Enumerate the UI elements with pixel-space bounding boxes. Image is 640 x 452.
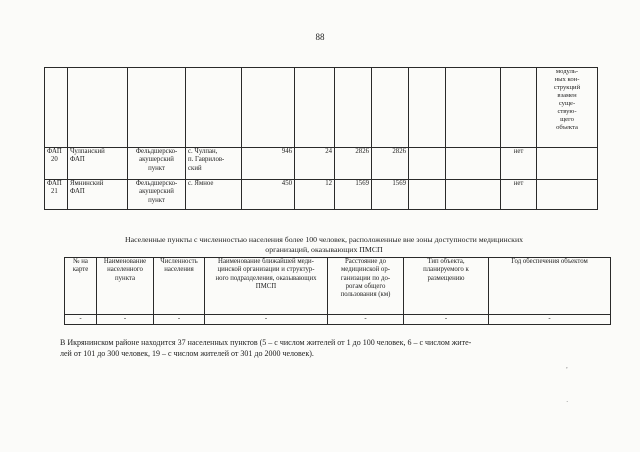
- facility-location: с. Ямное: [186, 180, 242, 210]
- facility-name: Чулпанский ФАП: [68, 148, 128, 180]
- column-header: Тип объекта, планируемого к размещению: [404, 258, 489, 315]
- column-header: Наименование ближайшей меди- цинской организации и структур- ного подразделения, оказывающих ПМСП: [205, 258, 328, 315]
- value-cell: 1569: [372, 180, 409, 210]
- facility-type: Фельдшерско- акушерский пункт: [128, 180, 186, 210]
- table-header-row: [65, 258, 611, 315]
- table-cell: -: [97, 315, 154, 325]
- population-cell: 946: [242, 148, 295, 180]
- value-cell: 2826: [335, 148, 372, 180]
- status-cell: нет: [501, 180, 537, 210]
- table-cell: -: [205, 315, 328, 325]
- value-cell: 1569: [335, 180, 372, 210]
- settlements-table: [64, 257, 611, 325]
- table-cell: -: [65, 315, 97, 325]
- facilities-table: [44, 67, 598, 210]
- scan-mark: ·: [566, 398, 569, 406]
- column-header: № на карте: [65, 258, 97, 315]
- column-header: Наименование населенного пункта: [97, 258, 154, 315]
- distance-cell: 24: [295, 148, 335, 180]
- status-cell: нет: [501, 148, 537, 180]
- column-header: Численность населения: [154, 258, 205, 315]
- replacement-note-cell: модуль- ных кон- струкций взамен суще- ствую- щего объекта: [537, 68, 598, 148]
- table-row: [45, 68, 598, 148]
- table-row: [65, 315, 611, 325]
- column-header: Год обеспечения объектом: [489, 258, 611, 315]
- table-cell: -: [404, 315, 489, 325]
- summary-paragraph: В Икрянинском районе находится 37 населенных пунктов (5 – с числом жителей от 1 до 100 человек, 6 – с числом жите- лей от 101 до 300 человек, 19 – с числом жителей от 301 до 2000 человек).: [60, 338, 472, 358]
- table-row: [45, 180, 598, 210]
- table-cell: -: [328, 315, 404, 325]
- page-number: 88: [315, 32, 325, 42]
- table-cell: -: [154, 315, 205, 325]
- section-caption: Населенные пункты с численностью населения более 100 человек, расположенные вне зоны доступности медицинских организаций, оказывающих ПМСП: [124, 235, 524, 254]
- facility-code: ФАП 21: [45, 180, 68, 210]
- table-cell: -: [489, 315, 611, 325]
- scan-mark: ,: [566, 362, 568, 370]
- facility-name: Ямнинский ФАП: [68, 180, 128, 210]
- facility-location: с. Чулпан, п. Гаврилов- ский: [186, 148, 242, 180]
- facility-code: ФАП 20: [45, 148, 68, 180]
- column-header: Расстояние до медицинской ор- ганизации по до- рогам общего пользования (км): [328, 258, 404, 315]
- population-cell: 450: [242, 180, 295, 210]
- table-row: [45, 148, 598, 180]
- facility-type: Фельдшерско- акушерский пункт: [128, 148, 186, 180]
- value-cell: 2826: [372, 148, 409, 180]
- distance-cell: 12: [295, 180, 335, 210]
